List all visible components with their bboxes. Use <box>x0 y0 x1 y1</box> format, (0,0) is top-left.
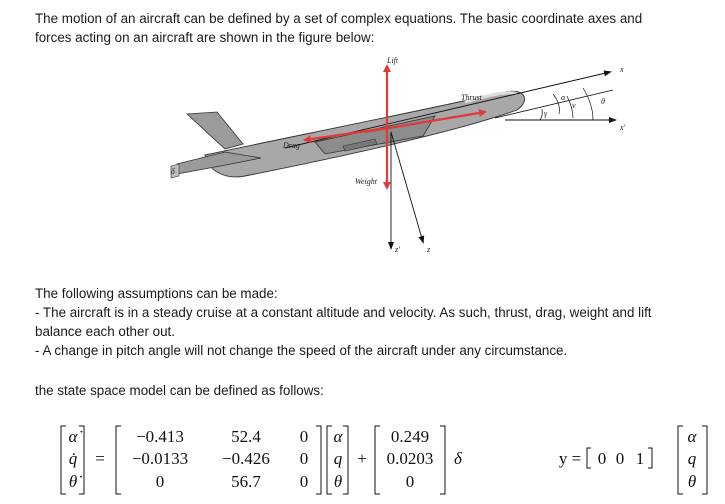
bracket-a-right <box>316 426 321 494</box>
a-r2c2: −0.426 <box>222 449 270 468</box>
b-r1: 0.249 <box>390 427 430 446</box>
bracket-y-right <box>702 426 707 494</box>
bracket-x-right <box>343 426 348 494</box>
z-axis-line <box>391 132 423 242</box>
assumption-1-line-2: balance each other out. <box>35 324 175 339</box>
z-prime-label: z' <box>395 245 400 254</box>
a-r1c3: 0 <box>299 427 309 446</box>
lift-label: Lift <box>387 56 399 65</box>
c-c1: 0 <box>597 449 607 468</box>
y-theta: θ <box>687 472 697 491</box>
a-r1c2: 52.4 <box>231 427 261 446</box>
y-alpha: α <box>687 427 697 446</box>
weight-label: Weight <box>355 177 377 186</box>
assumptions-paragraph <box>35 284 719 360</box>
assumptions-heading: The following assumptions can be made: <box>35 286 278 301</box>
x-alpha: α <box>333 427 343 446</box>
x-theta: θ <box>333 472 343 491</box>
assumption-2: - A change in pitch angle will not change the speed of the aircraft under any circumstance. <box>35 343 568 358</box>
state-space-equation <box>0 418 725 504</box>
x-label: x <box>620 65 624 74</box>
c-c2: 0 <box>615 449 625 468</box>
gamma-label: γ <box>544 109 548 118</box>
v-label: v <box>572 101 576 110</box>
x-prime-label: x' <box>620 123 626 132</box>
aircraft-forces-figure <box>165 52 645 260</box>
input-delta: δ <box>454 449 462 468</box>
bracket-c-left <box>587 448 591 468</box>
theta-arc <box>583 88 593 120</box>
xdot-q: q̇ <box>68 449 78 468</box>
alpha-label: α <box>561 93 566 102</box>
output-lhs: y = <box>558 449 582 468</box>
bracket-b-left <box>375 426 380 494</box>
bracket-y-left <box>678 426 683 494</box>
a-r3c1: 0 <box>155 472 165 491</box>
x-q: q <box>333 449 343 468</box>
y-q: q <box>687 449 697 468</box>
bracket-c-right <box>648 448 652 468</box>
bracket-xdot-right <box>79 426 84 494</box>
a-r2c3: 0 <box>299 449 309 468</box>
bracket-b-right <box>440 426 445 494</box>
gamma-arc <box>540 109 542 120</box>
bracket-a-left <box>116 426 121 494</box>
assumption-1-line-1: - The aircraft is in a steady cruise at a constant altitude and velocity. As such, thrust, drag, weight and lift <box>35 305 652 320</box>
a-r3c3: 0 <box>299 472 309 491</box>
a-r1c1: −0.413 <box>136 427 184 446</box>
delta-label: δ <box>171 167 175 176</box>
thrust-label: Thrust <box>461 93 482 102</box>
xdot-alpha: α̇ <box>68 427 78 446</box>
intro-paragraph <box>35 9 715 47</box>
intro-line-2: forces acting on an aircraft are shown in the figure below: <box>35 30 375 45</box>
c-c3: 1 <box>635 449 645 468</box>
b-r2: 0.0203 <box>386 449 434 468</box>
bracket-xdot-left <box>61 426 66 494</box>
b-r3: 0 <box>405 472 415 491</box>
intro-line-1: The motion of an aircraft can be defined by a set of complex equations. The basic coordinate axes and <box>35 11 643 26</box>
a-r2c1: −0.0133 <box>131 449 189 468</box>
plus-sign: + <box>357 449 367 468</box>
bracket-x-left <box>327 426 332 494</box>
z-label: z <box>427 245 431 254</box>
equals-sign: = <box>95 449 105 468</box>
theta-label: θ <box>601 97 605 106</box>
drag-label: Drag <box>283 141 300 150</box>
a-r3c2: 56.7 <box>231 472 261 491</box>
state-space-intro: the state space model can be defined as follows: <box>35 383 324 398</box>
xdot-theta: θ̇ <box>68 472 78 491</box>
